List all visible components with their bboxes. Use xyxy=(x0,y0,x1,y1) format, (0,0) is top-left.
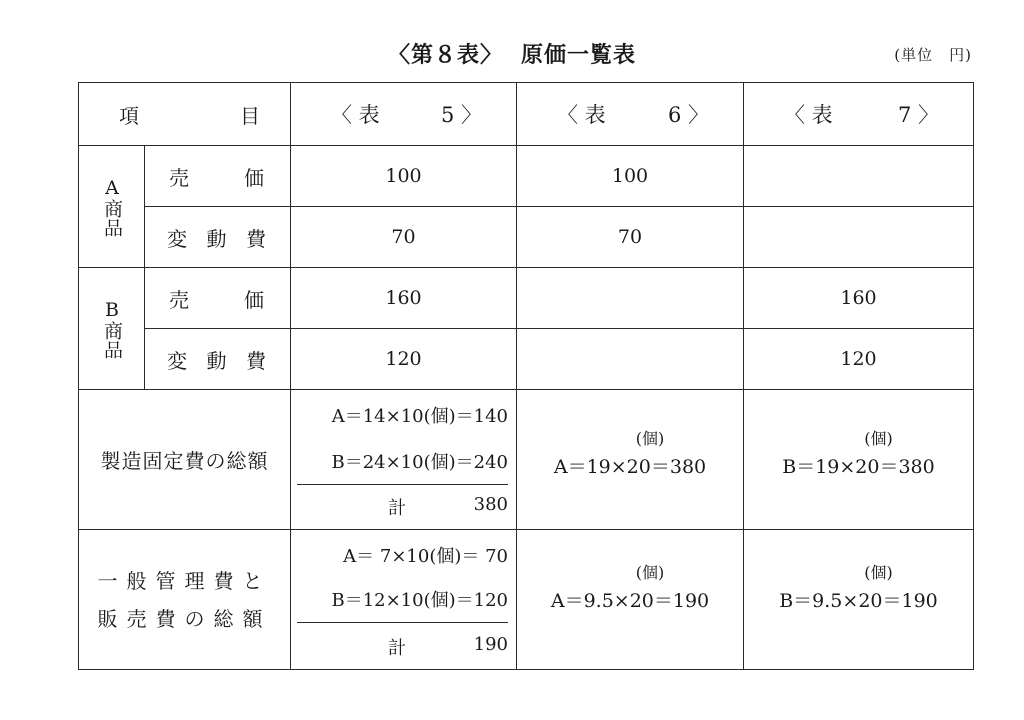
admin-sales-t6: (個) A＝9.5×20＝190 xyxy=(517,530,744,670)
product-a-t5-variable: 70 xyxy=(291,207,517,268)
product-a-t5-price: 100 xyxy=(291,146,517,207)
fixed-mfg-t5-line1: A＝14×10(個)＝140 xyxy=(331,406,508,427)
product-b-t5-price: 160 xyxy=(291,268,517,329)
product-a-t6-variable: 70 xyxy=(517,207,744,268)
sum-rule xyxy=(297,484,508,485)
fixed-mfg-t5-total: 計 380 xyxy=(388,494,508,519)
unit-note: (単位 円) xyxy=(894,46,972,64)
admin-sales-t6-expr: A＝9.5×20＝190 xyxy=(550,590,710,612)
admin-sales-t5-total: 計 190 xyxy=(388,634,508,659)
admin-sales-t5-line2: B＝12×10(個)＝120 xyxy=(331,590,508,611)
product-b-price-label: 売 価 xyxy=(145,268,291,329)
admin-sales-t5 xyxy=(291,530,517,670)
fixed-mfg-t6: (個) A＝19×20＝380 xyxy=(517,390,744,530)
table-title: 原価一覧表 xyxy=(521,43,637,68)
fixed-mfg-t7-expr: B＝19×20＝380 xyxy=(782,456,935,478)
fixed-mfg-label: 製造固定費の総額 xyxy=(79,390,291,530)
admin-sales-t7-expr: B＝9.5×20＝190 xyxy=(779,590,938,612)
table-row xyxy=(79,530,974,670)
document-title xyxy=(0,38,1024,69)
table-number: 〈第８表〉 xyxy=(387,43,503,68)
table-row xyxy=(79,146,974,207)
product-a-t7-price xyxy=(744,146,974,207)
header-table6: 〈 表 6 〉 xyxy=(517,83,744,146)
table-row xyxy=(79,268,974,329)
product-a-price-label: 売 価 xyxy=(145,146,291,207)
admin-sales-label: 一般管理費と 販売費の総額 xyxy=(79,530,291,670)
table-header-row xyxy=(79,83,974,146)
product-b-group: B商品 xyxy=(79,268,145,390)
fixed-mfg-t5-line2: B＝24×10(個)＝240 xyxy=(331,452,508,473)
header-item: 項 目 xyxy=(79,83,291,146)
product-b-t7-price: 160 xyxy=(744,268,974,329)
product-b-variable-label: 変 動 費 xyxy=(145,329,291,390)
table-row xyxy=(79,329,974,390)
product-b-t6-variable xyxy=(517,329,744,390)
sum-rule xyxy=(297,622,508,623)
table-row xyxy=(79,390,974,530)
product-a-t7-variable xyxy=(744,207,974,268)
product-a-variable-label: 変 動 費 xyxy=(145,207,291,268)
header-table5: 〈 表 5 〉 xyxy=(291,83,517,146)
header-table7: 〈 表 7 〉 xyxy=(744,83,974,146)
fixed-mfg-t5 xyxy=(291,390,517,530)
admin-sales-t5-line1: A＝ 7×10(個)＝ 70 xyxy=(343,546,508,567)
table-row xyxy=(79,207,974,268)
product-b-t6-price xyxy=(517,268,744,329)
fixed-mfg-t7: (個) B＝19×20＝380 xyxy=(744,390,974,530)
fixed-mfg-t6-expr: A＝19×20＝380 xyxy=(553,456,707,478)
admin-sales-t7: (個) B＝9.5×20＝190 xyxy=(744,530,974,670)
product-b-t5-variable: 120 xyxy=(291,329,517,390)
product-b-t7-variable: 120 xyxy=(744,329,974,390)
product-a-t6-price: 100 xyxy=(517,146,744,207)
cost-table xyxy=(78,82,974,670)
product-a-group: A商品 xyxy=(79,146,145,268)
